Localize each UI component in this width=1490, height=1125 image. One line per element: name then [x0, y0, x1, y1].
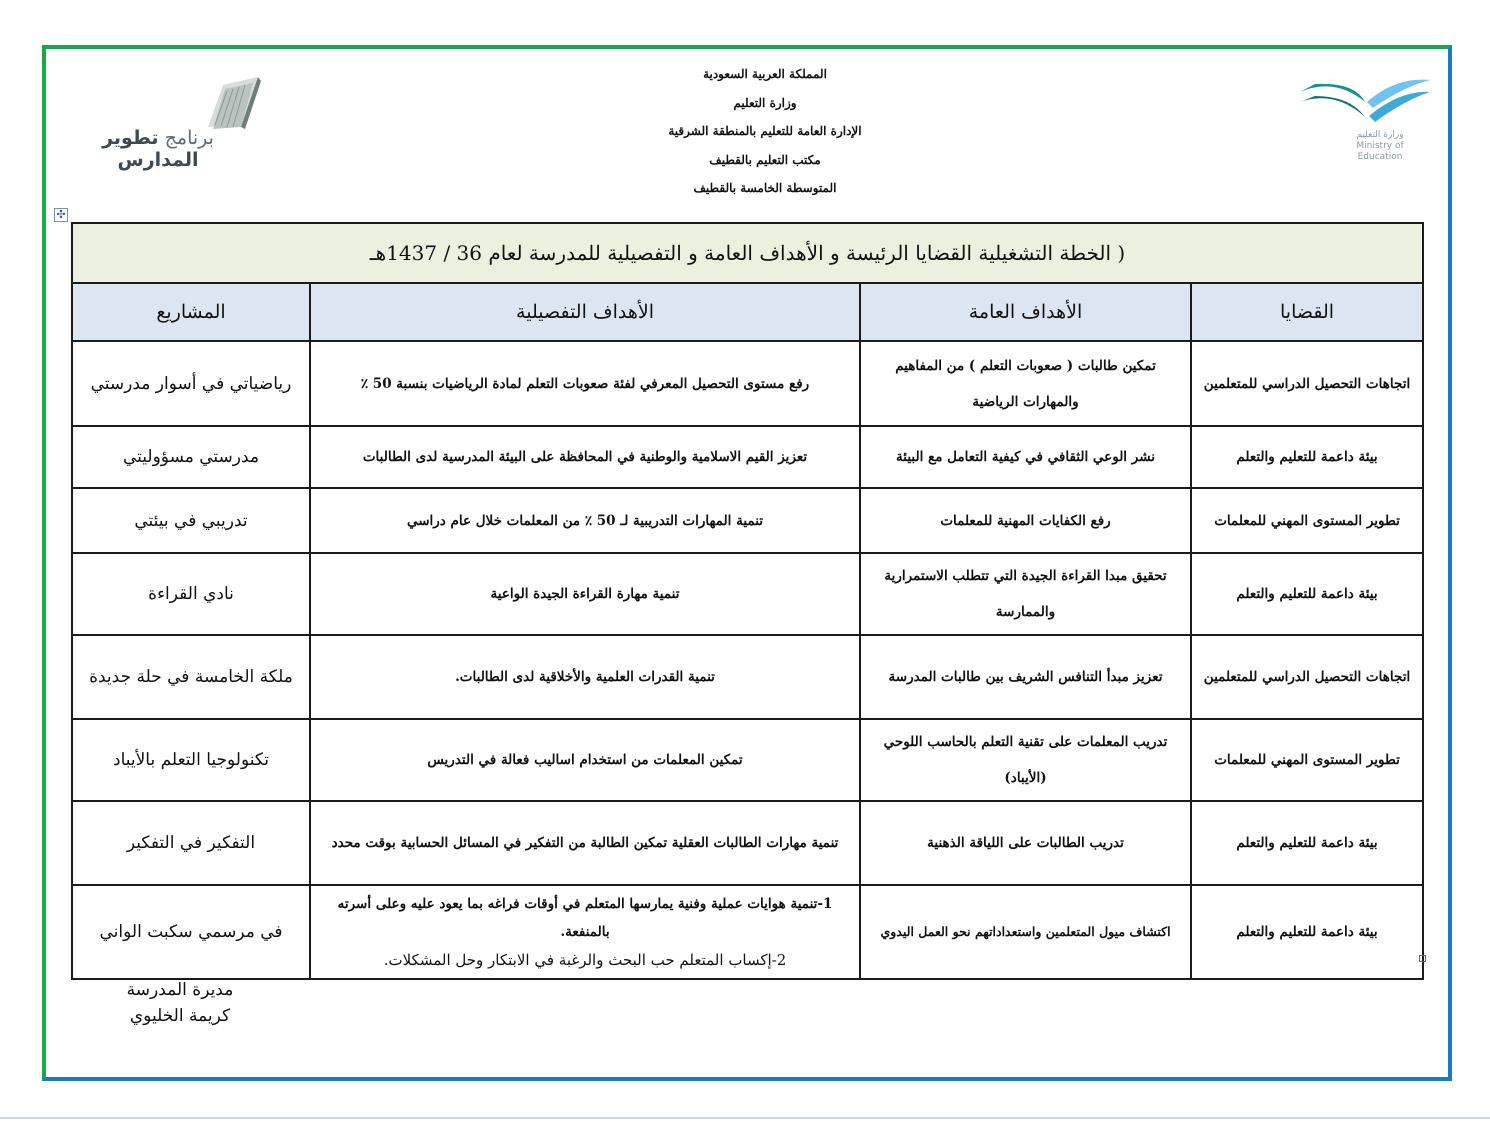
signature-name: كريمة الخليوي [129, 1006, 231, 1026]
detailed-goal-cell [310, 885, 860, 979]
general-goal-cell: رفع الكفايات المهنية للمعلمات [860, 488, 1191, 553]
ministry-logo-ar: وزارة التعليم [1356, 130, 1404, 140]
table-row [72, 426, 1423, 488]
general-goal-cell: تدريب المعلمات على تقنية التعلم بالحاسب اللوحي (الأيباد) [860, 719, 1191, 801]
logo-brand-main: تطوير المدارس [102, 127, 199, 171]
table-resize-handle[interactable] [1419, 955, 1426, 962]
table-row [72, 341, 1423, 426]
detailed-goal-cell: تنمية القدرات العلمية والأخلاقية لدى الطالبات. [310, 635, 860, 719]
header-issues: القضايا [1191, 283, 1423, 341]
header-line-school: المتوسطة الخامسة بالقطيف [693, 181, 837, 195]
header-detailed-goals: الأهداف التفصيلية [310, 283, 860, 341]
project-cell: تدريبي في بيئتي [72, 488, 310, 553]
detailed-goal-item: 1-تنمية هوايات عملية وفنية يمارسها المتعلم في أوقات فراغه بما يعود عليه وعلى أسرته بالمنفعة. [337, 896, 833, 940]
project-cell: التفكير في التفكير [72, 801, 310, 885]
issue-cell: اتجاهات التحصيل الدراسي للمتعلمين [1191, 341, 1423, 426]
general-goal-cell: اكتشاف ميول المتعلمين واستعداداتهم نحو العمل اليدوي [860, 885, 1191, 979]
project-cell: رياضياتي في أسوار مدرستي [72, 341, 310, 426]
bottom-divider [0, 1117, 1490, 1119]
issue-cell: تطوير المستوى المهني للمعلمات [1191, 488, 1423, 553]
detailed-goal-cell: رفع مستوى التحصيل المعرفي لفئة صعوبات التعلم لمادة الرياضيات بنسبة 50 ٪ [310, 341, 860, 426]
table-row [72, 885, 1423, 979]
signature-role: مديرة المدرسة [126, 980, 234, 1000]
issue-cell: بيئة داعمة للتعليم والتعلم [1191, 801, 1423, 885]
table-row [72, 801, 1423, 885]
general-goal-cell: تدريب الطالبات على اللياقة الذهنية [860, 801, 1191, 885]
open-book-icon [1295, 72, 1435, 130]
header-projects: المشاريع [72, 283, 310, 341]
general-goal-cell: تعزيز مبدأ التنافس الشريف بين طالبات المدرسة [860, 635, 1191, 719]
project-cell: مدرستي مسؤوليتي [72, 426, 310, 488]
ministry-logo-text [1335, 130, 1425, 163]
project-cell: في مرسمي سكبت الواني [72, 885, 310, 979]
project-cell: ملكة الخامسة في حلة جديدة [72, 635, 310, 719]
issue-cell: بيئة داعمة للتعليم والتعلم [1191, 426, 1423, 488]
header-line-office: مكتب التعليم بالقطيف [709, 152, 821, 167]
logo-brand-text [68, 127, 248, 171]
document-header [600, 60, 930, 203]
detailed-goal-cell: تنمية مهارة القراءة الجيدة الواعية [310, 553, 860, 635]
school-development-logo [68, 75, 268, 171]
table-move-handle-icon[interactable]: ✣ [54, 208, 68, 222]
detailed-goal-cell: تنمية مهارات الطالبات العقلية تمكين الطالبة من التفكير في المسائل الحسابية بوقت محدد [310, 801, 860, 885]
books-icon [68, 75, 268, 135]
table-row [72, 488, 1423, 553]
project-cell: تكنولوجيا التعلم بالأيباد [72, 719, 310, 801]
table-title-row [72, 223, 1423, 283]
issue-cell: اتجاهات التحصيل الدراسي للمتعلمين [1191, 635, 1423, 719]
project-cell: نادي القراءة [72, 553, 310, 635]
ministry-logo-en: Ministry of Education [1356, 141, 1404, 162]
header-line-ministry: وزارة التعليم [733, 95, 797, 110]
issue-cell: بيئة داعمة للتعليم والتعلم [1191, 553, 1423, 635]
detailed-goal-item: 2-إكساب المتعلم حب البحث والرغبة في الابتكار وحل المشكلات. [383, 951, 787, 969]
table-row [72, 719, 1423, 801]
table-title: ( الخطة التشغيلية القضايا الرئيسة و الأهداف العامة و التفصيلية للمدرسة لعام 36 / 1437هـ [72, 223, 1423, 283]
issue-cell: بيئة داعمة للتعليم والتعلم [1191, 885, 1423, 979]
general-goal-cell: نشر الوعي الثقافي في كيفية التعامل مع البيئة [860, 426, 1191, 488]
logo-brand-prefix: برنامج [164, 127, 214, 149]
table-row [72, 635, 1423, 719]
operational-plan-table [71, 222, 1424, 980]
detailed-goal-cell: تعزيز القيم الاسلامية والوطنية في المحافظة على البيئة المدرسية لدى الطالبات [310, 426, 860, 488]
table-row [72, 553, 1423, 635]
header-general-goals: الأهداف العامة [860, 283, 1191, 341]
issue-cell: تطوير المستوى المهني للمعلمات [1191, 719, 1423, 801]
header-line-directorate: الإدارة العامة للتعليم بالمنطقة الشرقية [668, 124, 862, 138]
general-goal-cell: تمكين طالبات ( صعوبات التعلم ) من المفاهيم والمهارات الرياضية [860, 341, 1191, 426]
general-goal-cell: تحقيق مبدا القراءة الجيدة التي تتطلب الاستمرارية والممارسة [860, 553, 1191, 635]
detailed-goal-cell: تنمية المهارات التدريبية لـ 50 ٪ من المعلمات خلال عام دراسي [310, 488, 860, 553]
detailed-goal-cell: تمكين المعلمات من استخدام اساليب فعالة في التدريس [310, 719, 860, 801]
table-header-row [72, 283, 1423, 341]
ministry-logo [1295, 72, 1435, 162]
principal-signature [100, 977, 260, 1029]
header-line-kingdom: المملكة العربية السعودية [703, 67, 827, 81]
